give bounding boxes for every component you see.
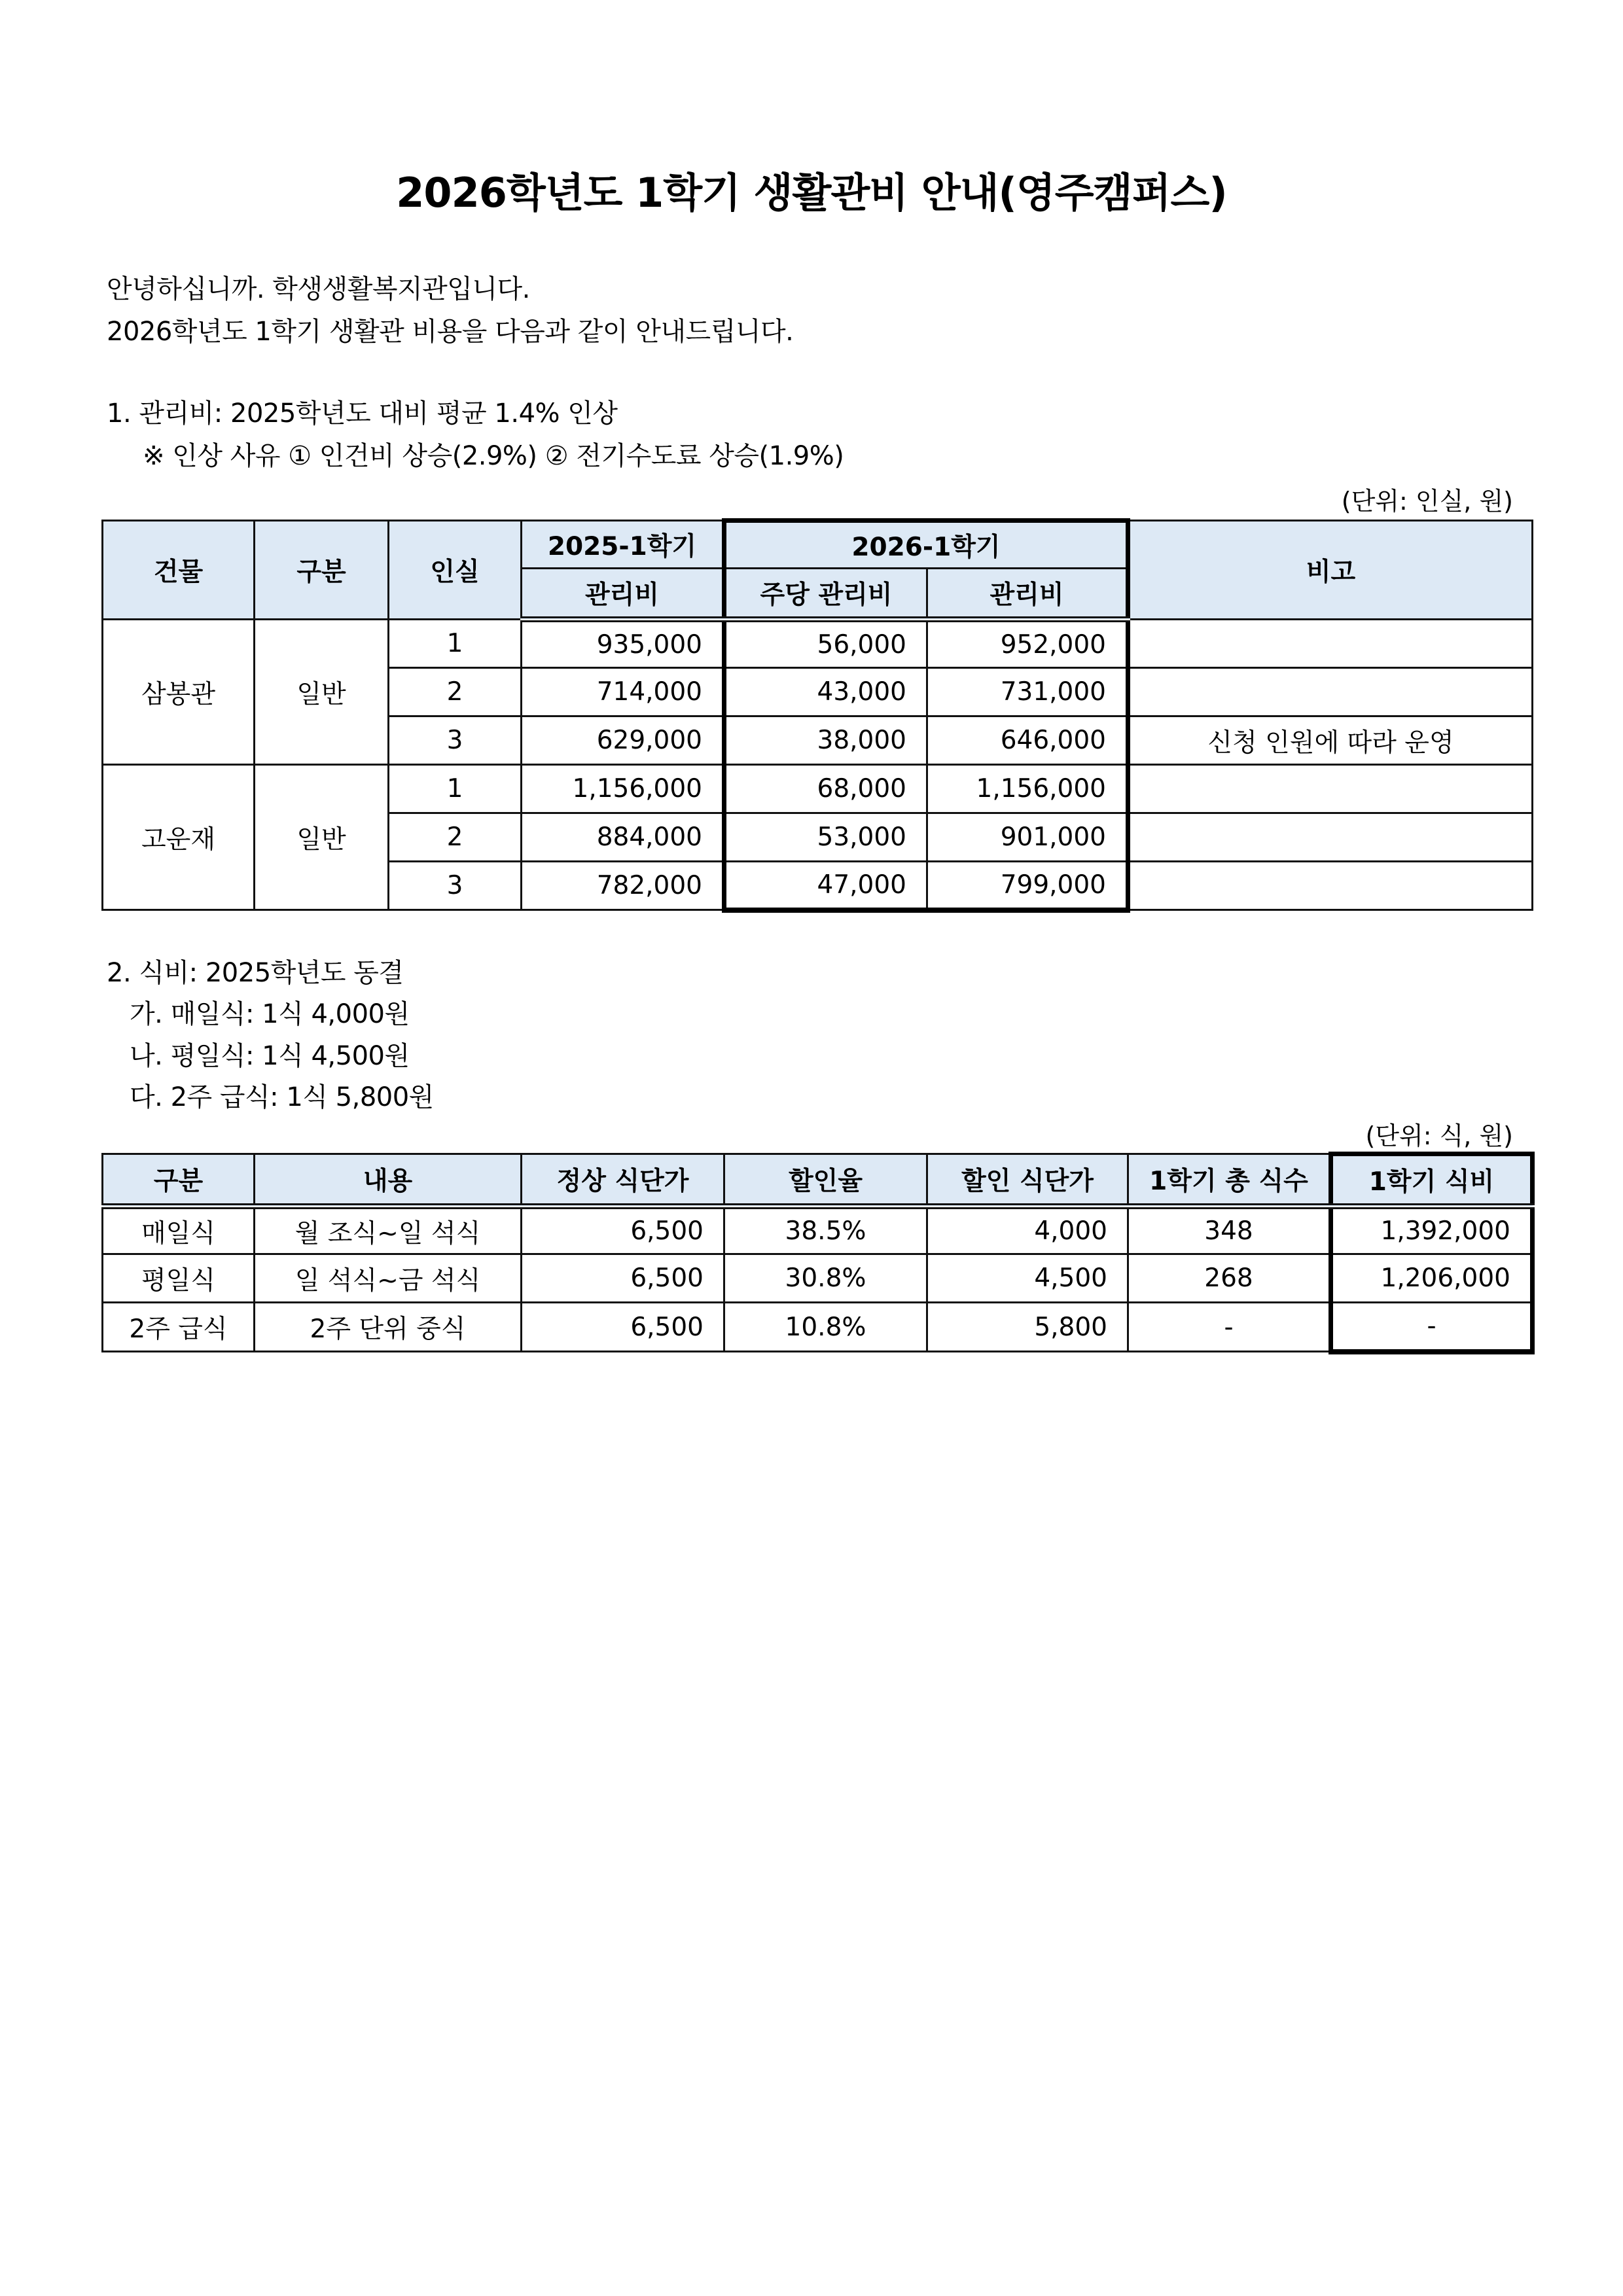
discount-price-cell: 5,800 (927, 1303, 1128, 1352)
header-weekly-fee: 주당 관리비 (724, 569, 927, 620)
discount-rate-cell: 30.8% (724, 1254, 927, 1303)
page-title: 2026학년도 1학기 생활관비 안내(영주캠퍼스) (396, 169, 1227, 217)
weekly-fee-cell: 53,000 (724, 813, 927, 862)
section1-heading: 1. 관리비: 2025학년도 대비 평균 1.4% 인상 (107, 398, 618, 429)
table-row (103, 765, 1533, 813)
header-curr-term: 2026-1학기 (724, 521, 1128, 569)
content-cell: 월 조식~일 석식 (255, 1207, 522, 1254)
curr-fee-cell: 646,000 (927, 716, 1128, 765)
remarks-cell (1128, 765, 1533, 813)
section2-unit-label: (단위: 식, 원) (1365, 1122, 1513, 1150)
header-building: 건물 (103, 521, 255, 620)
term-meal-fee-cell: 1,206,000 (1331, 1254, 1533, 1303)
building-cell: 삼봉관 (103, 620, 255, 765)
weekly-fee-cell: 56,000 (724, 620, 927, 668)
total-meals-cell: 348 (1128, 1207, 1331, 1254)
remarks-cell (1128, 813, 1533, 862)
intro-description: 2026학년도 1학기 생활관 비용을 다음과 같이 안내드립니다. (107, 317, 794, 347)
regular-price-cell: 6,500 (522, 1207, 724, 1254)
section1-note: ※ 인상 사유 ① 인건비 상승(2.9%) ② 전기수도료 상승(1.9%) (143, 441, 844, 471)
header-remarks: 비고 (1128, 521, 1533, 620)
prev-fee-cell: 714,000 (522, 668, 724, 716)
total-meals-cell: - (1128, 1303, 1331, 1352)
curr-fee-cell: 952,000 (927, 620, 1128, 668)
meal-item-biweekly: 다. 2주 급식: 1식 5,800원 (130, 1082, 434, 1112)
table-header-row (103, 521, 1533, 569)
prev-fee-cell: 629,000 (522, 716, 724, 765)
remarks-cell (1128, 620, 1533, 668)
header-curr-fee: 관리비 (927, 569, 1128, 620)
type-cell: 매일식 (103, 1207, 255, 1254)
intro-greeting: 안녕하십니까. 학생생활복지관입니다. (107, 274, 530, 304)
occupancy-cell: 2 (389, 668, 522, 716)
curr-fee-cell: 901,000 (927, 813, 1128, 862)
discount-rate-cell: 10.8% (724, 1303, 927, 1352)
section1-unit-label: (단위: 인실, 원) (1341, 487, 1513, 516)
header-prev-term: 2025-1학기 (522, 521, 724, 569)
table-row (103, 1254, 1533, 1303)
type-cell: 2주 급식 (103, 1303, 255, 1352)
header-regular-price: 정상 식단가 (522, 1154, 724, 1207)
occupancy-cell: 3 (389, 862, 522, 910)
remarks-cell (1128, 668, 1533, 716)
header-category: 구분 (255, 521, 389, 620)
header-term-meal-fee: 1학기 식비 (1331, 1154, 1533, 1207)
weekly-fee-cell: 68,000 (724, 765, 927, 813)
section2-heading: 2. 식비: 2025학년도 동결 (107, 958, 404, 988)
header-discount-rate: 할인율 (724, 1154, 927, 1207)
remarks-cell: 신청 인원에 따라 운영 (1128, 716, 1533, 765)
type-cell: 평일식 (103, 1254, 255, 1303)
total-meals-cell: 268 (1128, 1254, 1331, 1303)
occupancy-cell: 2 (389, 813, 522, 862)
discount-rate-cell: 38.5% (724, 1207, 927, 1254)
regular-price-cell: 6,500 (522, 1303, 724, 1352)
meal-item-weekday: 나. 평일식: 1식 4,500원 (130, 1041, 410, 1071)
header-occupancy: 인실 (389, 521, 522, 620)
header-content: 내용 (255, 1154, 522, 1207)
content-cell: 2주 단위 중식 (255, 1303, 522, 1352)
category-cell: 일반 (255, 620, 389, 765)
term-meal-fee-cell: - (1331, 1303, 1533, 1352)
management-fee-table (101, 518, 1533, 913)
content-cell: 일 석식~금 석식 (255, 1254, 522, 1303)
discount-price-cell: 4,500 (927, 1254, 1128, 1303)
occupancy-cell: 1 (389, 620, 522, 668)
table-row (103, 1303, 1533, 1352)
curr-fee-cell: 731,000 (927, 668, 1128, 716)
term-meal-fee-cell: 1,392,000 (1331, 1207, 1533, 1254)
table-row (103, 1207, 1533, 1254)
regular-price-cell: 6,500 (522, 1254, 724, 1303)
category-cell: 일반 (255, 765, 389, 910)
weekly-fee-cell: 47,000 (724, 862, 927, 910)
curr-fee-cell: 1,156,000 (927, 765, 1128, 813)
building-cell: 고운재 (103, 765, 255, 910)
prev-fee-cell: 1,156,000 (522, 765, 724, 813)
header-discount-price: 할인 식단가 (927, 1154, 1128, 1207)
prev-fee-cell: 935,000 (522, 620, 724, 668)
discount-price-cell: 4,000 (927, 1207, 1128, 1254)
occupancy-cell: 1 (389, 765, 522, 813)
header-total-meals: 1학기 총 식수 (1128, 1154, 1331, 1207)
meal-item-daily: 가. 매일식: 1식 4,000원 (130, 999, 410, 1029)
table-header-row (103, 1154, 1533, 1207)
weekly-fee-cell: 43,000 (724, 668, 927, 716)
header-type: 구분 (103, 1154, 255, 1207)
header-prev-fee: 관리비 (522, 569, 724, 620)
table-row (103, 620, 1533, 668)
occupancy-cell: 3 (389, 716, 522, 765)
prev-fee-cell: 884,000 (522, 813, 724, 862)
curr-fee-cell: 799,000 (927, 862, 1128, 910)
weekly-fee-cell: 38,000 (724, 716, 927, 765)
prev-fee-cell: 782,000 (522, 862, 724, 910)
meal-fee-table (101, 1152, 1535, 1354)
remarks-cell (1128, 862, 1533, 910)
